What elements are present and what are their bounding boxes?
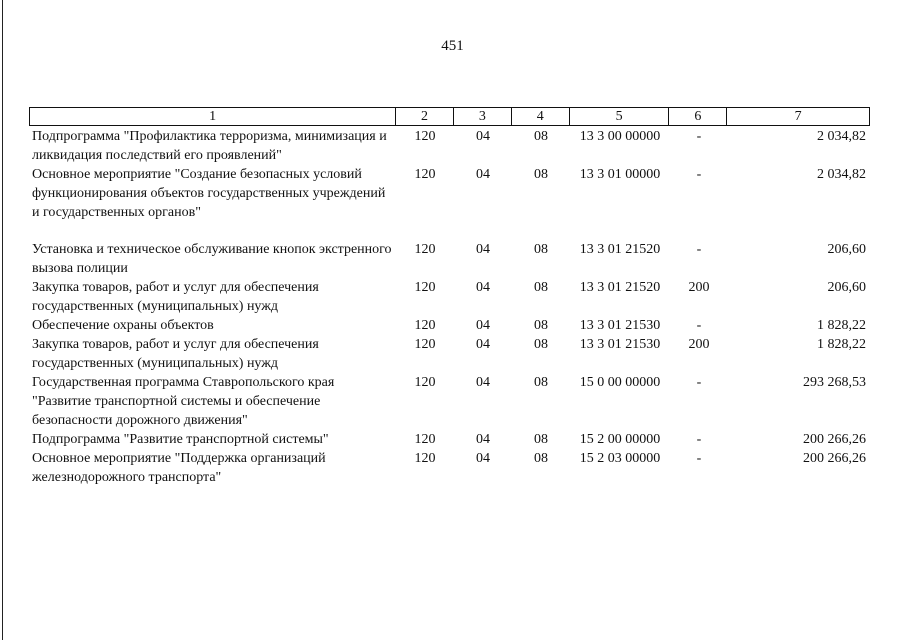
table-row: [29, 373, 870, 430]
row-col-4: 08: [534, 451, 548, 466]
table-row: [29, 278, 870, 316]
row-col-6: -: [696, 318, 702, 333]
row-col-4: 08: [534, 337, 548, 352]
table-row: [29, 335, 870, 373]
row-col-4: 08: [534, 167, 548, 182]
row-name: Установка и техническое обслуживание кнопок экстренного вызова полиции: [32, 242, 392, 276]
row-amount: 206,60: [827, 280, 866, 295]
table-row: [29, 240, 870, 278]
row-col-6: -: [696, 242, 702, 257]
table-body: [29, 127, 870, 487]
row-col-6: -: [696, 167, 702, 182]
row-col-5: 13 3 01 21520: [579, 280, 661, 295]
header-col-5: 5: [570, 108, 670, 125]
row-col-3: 04: [476, 432, 490, 447]
table-row: [29, 449, 870, 487]
row-col-2: 120: [414, 375, 436, 390]
row-col-5: 13 3 01 21520: [579, 242, 661, 257]
table-row: [29, 430, 870, 449]
table-header: [29, 107, 870, 126]
row-col-2: 120: [414, 280, 436, 295]
row-col-3: 04: [476, 129, 490, 144]
header-col-7: 7: [794, 109, 802, 124]
row-amount: 293 268,53: [803, 375, 866, 390]
page-edge-line: [2, 0, 3, 640]
header-col-4: 4: [512, 108, 570, 125]
header-col-3: 3: [454, 108, 512, 125]
row-col-6: 200: [688, 337, 710, 352]
row-col-6: -: [696, 451, 702, 466]
row-col-3: 04: [476, 375, 490, 390]
row-col-2: 120: [414, 167, 436, 182]
row-col-2: 120: [414, 337, 436, 352]
row-col-3: 04: [476, 318, 490, 333]
table-row: [29, 316, 870, 335]
page-number: 451: [441, 38, 464, 54]
row-col-3: 04: [476, 242, 490, 257]
row-col-5: 13 3 01 00000: [579, 167, 661, 182]
row-col-4: 08: [534, 242, 548, 257]
row-col-5: 13 3 01 21530: [579, 337, 661, 352]
row-col-2: 120: [414, 318, 436, 333]
row-name: Обеспечение охраны объектов: [32, 318, 214, 333]
row-col-2: 120: [414, 451, 436, 466]
row-col-4: 08: [534, 129, 548, 144]
row-col-4: 08: [534, 318, 548, 333]
row-col-5: 13 3 01 21530: [579, 318, 661, 333]
row-col-3: 04: [476, 451, 490, 466]
row-name: Закупка товаров, работ и услуг для обеспечения государственных (муниципальных) нужд: [32, 280, 319, 314]
header-col-2: 2: [396, 108, 454, 125]
row-col-4: 08: [534, 375, 548, 390]
header-col-1: 1: [30, 108, 396, 125]
row-col-4: 08: [534, 280, 548, 295]
row-amount: 1 828,22: [817, 318, 866, 333]
row-amount: 2 034,82: [817, 167, 866, 182]
row-col-6: -: [696, 432, 702, 447]
row-name: Подпрограмма "Профилактика терроризма, минимизация и ликвидация последствий его проявлений": [32, 129, 387, 163]
row-amount: 1 828,22: [817, 337, 866, 352]
row-col-6: -: [696, 129, 702, 144]
row-col-2: 120: [414, 432, 436, 447]
row-name: Государственная программа Ставропольского края "Развитие транспортной системы и обеспечение безопасности дорожного движения": [32, 375, 335, 428]
row-amount: 200 266,26: [803, 451, 866, 466]
row-col-6: -: [696, 375, 702, 390]
row-amount: 206,60: [827, 242, 866, 257]
row-amount: 200 266,26: [803, 432, 866, 447]
row-col-2: 120: [414, 129, 436, 144]
row-col-2: 120: [414, 242, 436, 257]
row-col-5: 15 0 00 00000: [579, 375, 661, 390]
row-col-3: 04: [476, 167, 490, 182]
row-col-5: 15 2 00 00000: [579, 432, 661, 447]
row-col-3: 04: [476, 280, 490, 295]
row-name: Закупка товаров, работ и услуг для обеспечения государственных (муниципальных) нужд: [32, 337, 319, 371]
row-col-6: 200: [688, 280, 710, 295]
row-name: Основное мероприятие "Создание безопасных условий функционирования объектов государственных учреждений и государственных органов": [32, 167, 386, 220]
header-col-6: 6: [669, 108, 727, 125]
row-col-5: 15 2 03 00000: [579, 451, 661, 466]
row-col-4: 08: [534, 432, 548, 447]
row-gap: [29, 222, 870, 240]
row-name: Подпрограмма "Развитие транспортной системы": [32, 432, 329, 447]
row-col-3: 04: [476, 337, 490, 352]
table-row: [29, 127, 870, 165]
row-col-5: 13 3 00 00000: [579, 129, 661, 144]
row-name: Основное мероприятие "Поддержка организаций железнодорожного транспорта": [32, 451, 326, 485]
table-row: [29, 165, 870, 222]
row-amount: 2 034,82: [817, 129, 866, 144]
